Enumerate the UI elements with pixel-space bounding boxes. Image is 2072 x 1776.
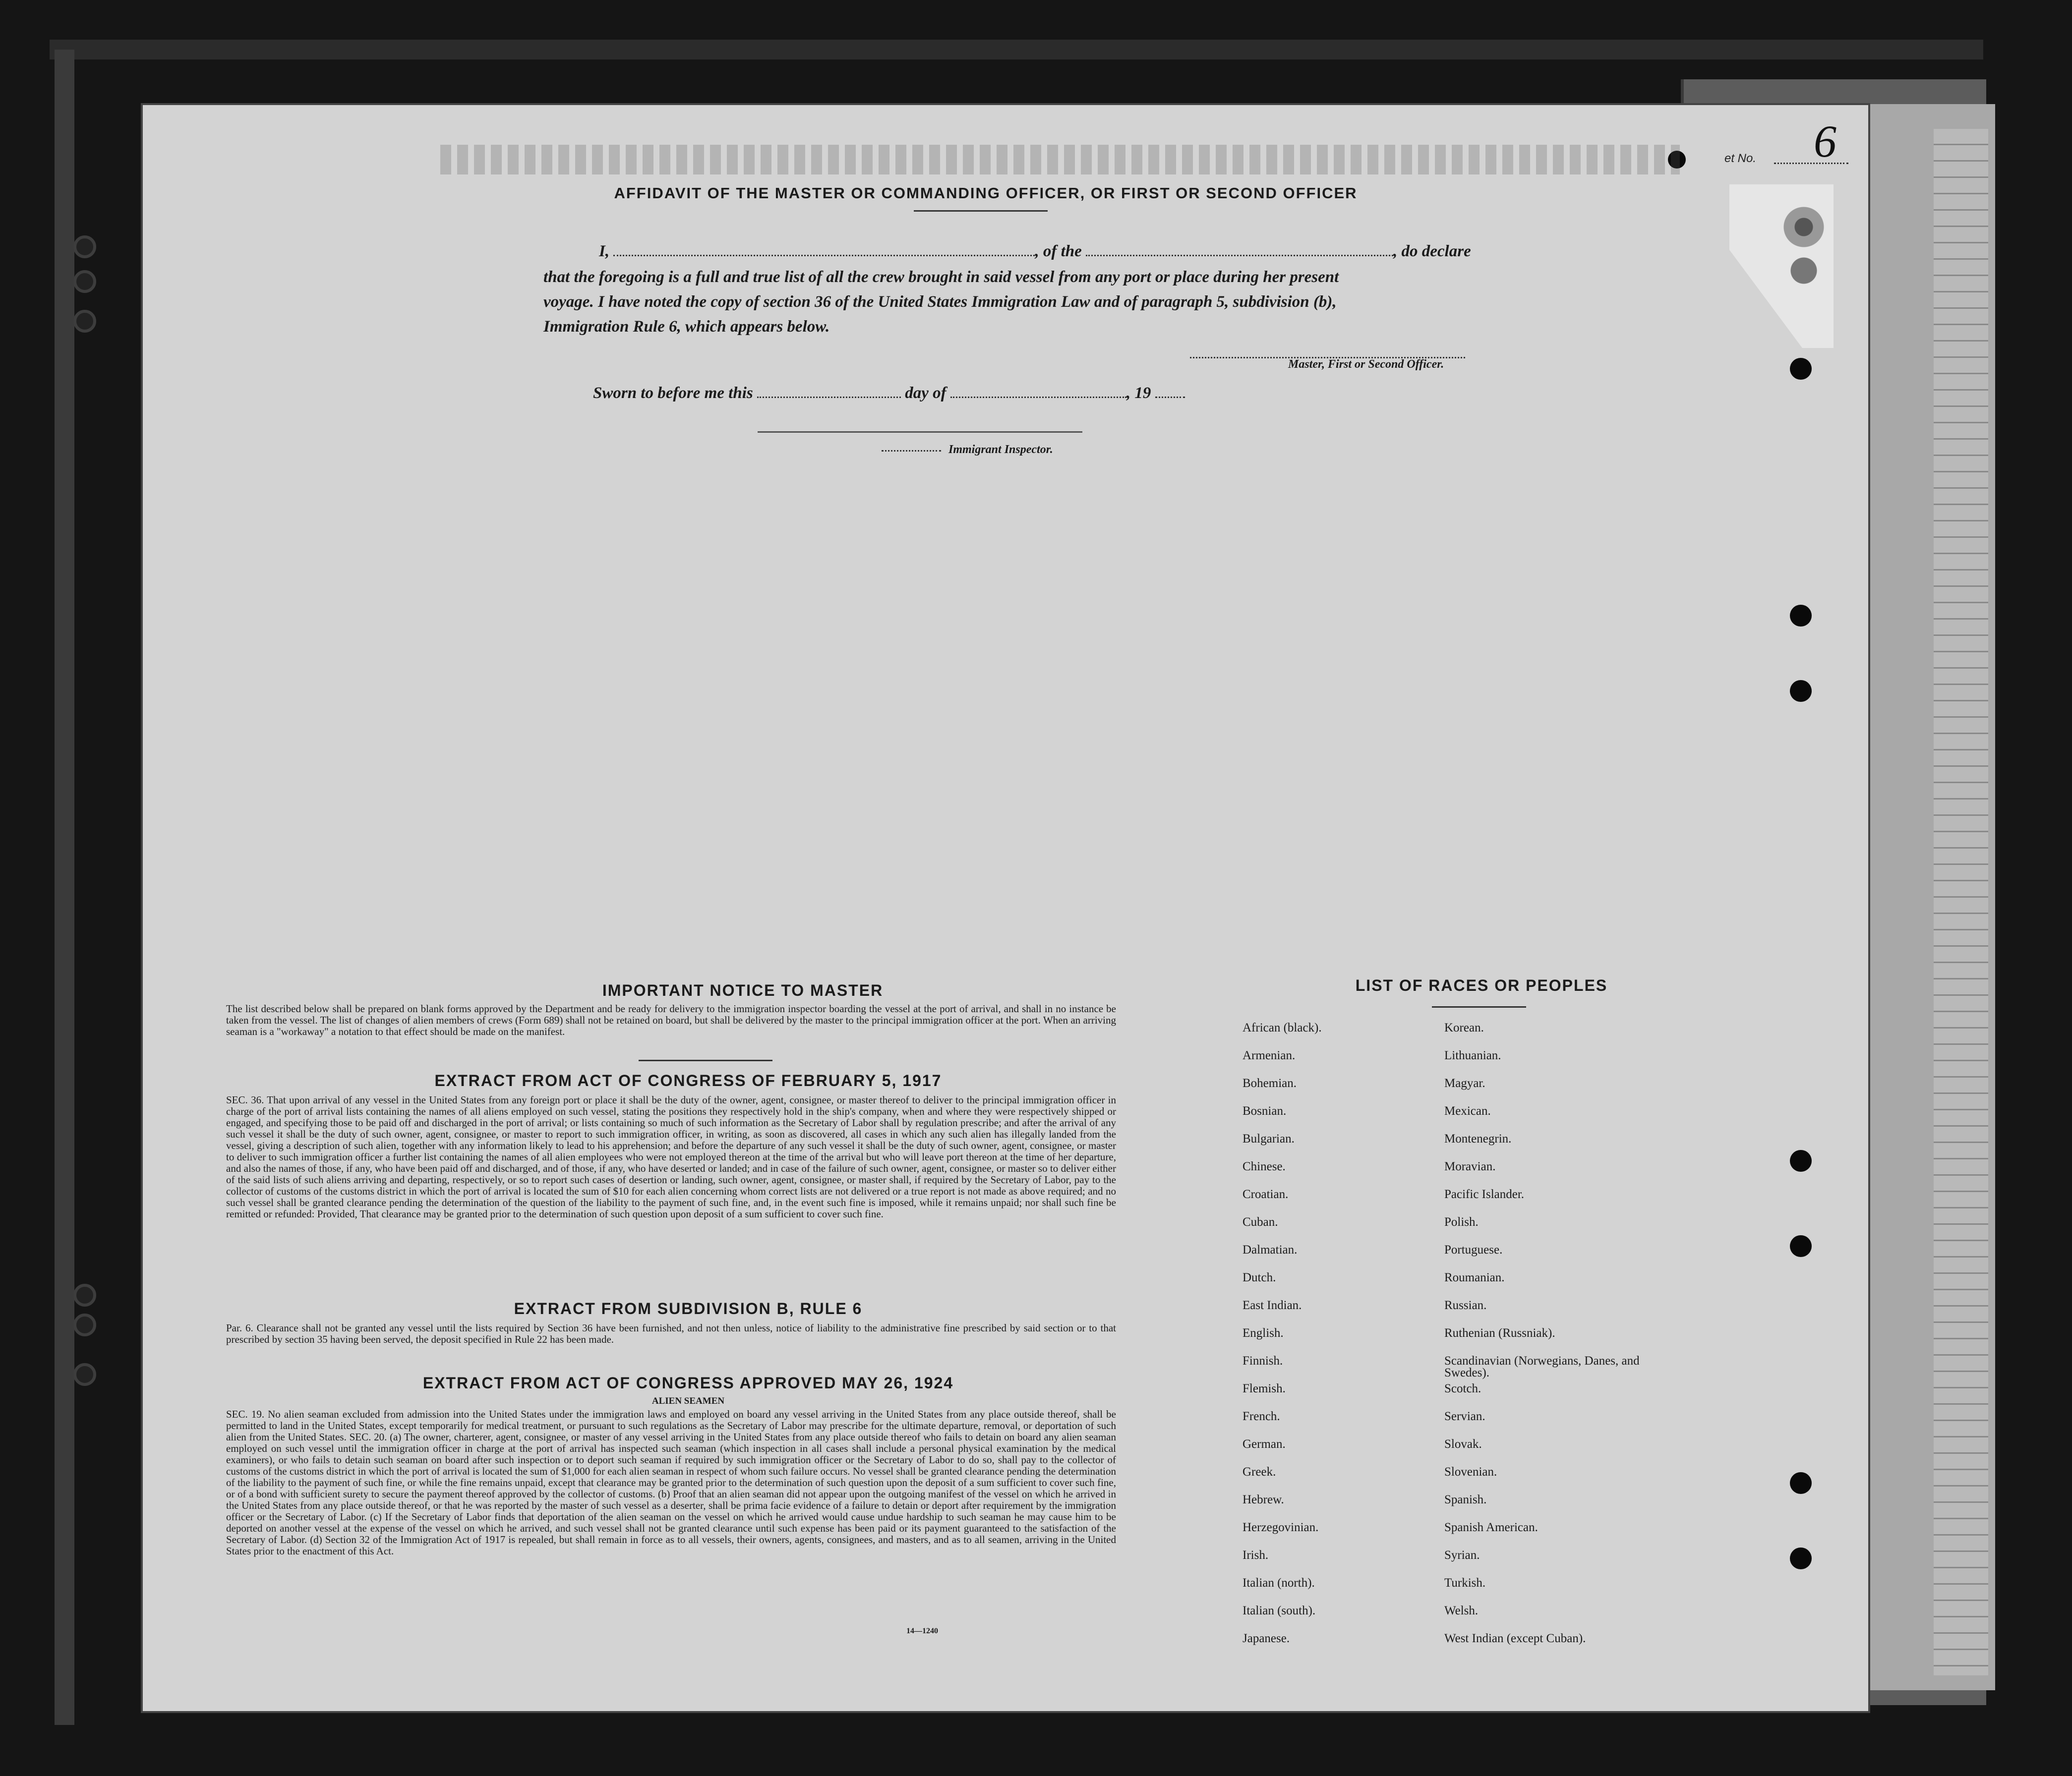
notice-rule: [639, 1060, 772, 1061]
sworn-day-of: day of: [905, 384, 947, 402]
race-item: Dutch.: [1243, 1271, 1276, 1284]
punch-hole-icon: [1790, 1150, 1812, 1172]
race-item: Korean.: [1444, 1021, 1484, 1034]
race-item: Bosnian.: [1243, 1104, 1287, 1118]
ruled-sheet-edge: [1934, 129, 1988, 1675]
binder-ring-icon: [73, 270, 96, 293]
act1917-title: EXTRACT FROM ACT OF CONGRESS OF FEBRUARY 5, 1917: [434, 1072, 942, 1089]
race-item: Irish.: [1243, 1548, 1269, 1562]
race-item: Turkish.: [1444, 1576, 1486, 1590]
notice-title: IMPORTANT NOTICE TO MASTER: [602, 981, 884, 999]
sworn-month-field[interactable]: [950, 397, 1126, 398]
race-item: French.: [1243, 1410, 1280, 1423]
scan-border-top: [50, 40, 1983, 59]
race-item: Scotch.: [1444, 1382, 1481, 1395]
race-item: East Indian.: [1243, 1299, 1302, 1312]
races-title: LIST OF RACES OR PEOPLES: [1355, 976, 1608, 994]
race-item: English.: [1243, 1326, 1284, 1340]
race-item: Mexican.: [1444, 1104, 1491, 1118]
race-item: Polish.: [1444, 1215, 1479, 1229]
punch-hole-icon: [1790, 1547, 1812, 1569]
race-item: Dalmatian.: [1243, 1243, 1298, 1257]
sheet-number-line: [1774, 163, 1848, 164]
race-item: Slovenian.: [1444, 1465, 1497, 1479]
binder-ring-icon: [73, 1284, 96, 1307]
race-item: Russian.: [1444, 1299, 1487, 1312]
name-field[interactable]: [613, 255, 1035, 256]
binder-ring-icon: [73, 1363, 96, 1386]
race-item: Bulgarian.: [1243, 1132, 1295, 1146]
sworn-text: Sworn to before me this: [593, 384, 753, 402]
races-right-column: [1444, 1022, 1643, 1666]
act1924-subtitle: ALIEN SEAMEN: [651, 1396, 725, 1406]
race-item: Moravian.: [1444, 1160, 1496, 1173]
races-left-column: [1243, 1022, 1431, 1666]
punch-hole-icon: [1790, 680, 1812, 702]
punch-hole-icon: [1790, 1235, 1812, 1257]
seal-icon: [1779, 194, 1829, 303]
signature-label: Master, First or Second Officer.: [1288, 358, 1444, 371]
race-item: West Indian (except Cuban).: [1444, 1632, 1586, 1645]
affidavit-of-the: , of the: [1035, 242, 1082, 260]
race-item: Cuban.: [1243, 1215, 1278, 1229]
form-number: 14—1240: [906, 1627, 938, 1635]
race-item: Lithuanian.: [1444, 1049, 1501, 1062]
vessel-field[interactable]: [1086, 255, 1393, 256]
inspector-line-short: [882, 450, 941, 452]
binder-ring-icon: [73, 1314, 96, 1336]
affidavit-do-declare: , do declare: [1393, 242, 1471, 260]
binder-ring-icon: [73, 235, 96, 258]
affidavit-line-1: [599, 239, 1600, 264]
race-item: Finnish.: [1243, 1354, 1283, 1368]
races-title-rule: [1432, 1006, 1526, 1008]
sworn-day-field[interactable]: [757, 397, 901, 398]
race-item: Greek.: [1243, 1465, 1276, 1479]
race-item: Syrian.: [1444, 1548, 1480, 1562]
race-item: Welsh.: [1444, 1604, 1479, 1617]
inspector-label: Immigrant Inspector.: [948, 443, 1053, 456]
race-item: Japanese.: [1243, 1632, 1290, 1645]
bleed-through-header: [440, 145, 1680, 174]
sheet-number-label: et No.: [1724, 152, 1757, 165]
notice-body: The list described below shall be prepared on blank forms approved by the Department and be ready for delivery to the immigration inspector boarding the vessel at the port of arrival, and shall in no instance be taken from the vessel. The list of changes of alien members of crews (Form 689) shall not be retained on board, but shall be delivered by the master to the principal immigration officer at the port. When an arriving seaman is a "workaway" a notation to that effect should be made on the manifest.: [226, 1003, 1116, 1037]
sheet-number: 6: [1814, 116, 1836, 167]
race-item: Scandinavian (Norwegians, Danes, and Swedes).: [1444, 1354, 1640, 1379]
affidavit-title-rule: [914, 210, 1048, 212]
punch-hole-icon: [1790, 358, 1812, 380]
race-item: Servian.: [1444, 1410, 1485, 1423]
race-item: Italian (north).: [1243, 1576, 1315, 1590]
race-item: Flemish.: [1243, 1382, 1286, 1395]
race-item: African (black).: [1243, 1021, 1322, 1034]
rule6-title: EXTRACT FROM SUBDIVISION B, RULE 6: [514, 1300, 863, 1318]
race-item: Herzegovinian.: [1243, 1521, 1319, 1534]
race-item: Hebrew.: [1243, 1493, 1284, 1506]
scan-border-left: [55, 50, 74, 1725]
race-item: Pacific Islander.: [1444, 1188, 1525, 1201]
race-item: Ruthenian (Russniak).: [1444, 1326, 1555, 1340]
act1924-title: EXTRACT FROM ACT OF CONGRESS APPROVED MAY 26, 1924: [422, 1374, 954, 1392]
sworn-line: [593, 381, 1436, 405]
race-item: German.: [1243, 1437, 1286, 1451]
inspector-signature-line[interactable]: [758, 431, 1082, 433]
act1924-body: SEC. 19. No alien seaman excluded from admission into the United States under the immigration laws and employed on board any vessel arriving in the United States from any place outside thereof, shall be permitted to land in the United States, except temporarily for medical treatment, or pursuant to such regulations as the Secretary of Labor may prescribe for the ultimate departure, removal, or deportation of such alien from the United States. SEC. 20. (a) The owner, charterer, agent, consignee, or master of any vessel arriving in the United States from any place outside thereof who fails to detain on board any alien seaman employed on such vessel until the immigration officer in charge at the port of arrival has inspected such seaman (which inspection in all cases shall include a personal physical examination by the medical examiners), or who fails to detain such seaman on board after such inspection or to deport such seaman if required by such immigration officer or the Secretary of Labor to do so, shall pay to the collector of customs of the customs district in which the port of arrival is located the sum of $1,000 for each alien seaman in respect of whom such failure occurs. No vessel shall be granted clearance pending the determination of the liability to the payment of such fine, or while the fine remains unpaid, except that clearance may be granted prior to the determination of such question upon the deposit of a sum sufficient to cover such fine, or of a bond with sufficient surety to secure the payment thereof approved by the collector of customs. (b) Proof that an alien seaman did not appear upon the outgoing manifest of the vessel on which he arrived in the United States from any place outside thereof, or that he was reported by the master of such vessel as a deserter, shall be prima facie evidence of a failure to detain or deport after requirement by the immigration officer or the Secretary of Labor. (c) If the Secretary of Labor finds that deportation of the alien seaman on the vessel on which he arrived would cause undue hardship to such seaman he may cause him to be deported on another vessel at the expense of the vessel on which he arrived, and such vessel shall not be granted clearance until such expense has been paid or its payment guaranteed to the satisfaction of the Secretary of Labor. (d) Section 32 of the Immigration Act of 1917 is repealed, but shall remain in force as to all vessels, their owners, agents, consignees, and masters, and as to all seamen, arriving in the United States prior to the enactment of this Act.: [226, 1408, 1116, 1557]
affidavit-title: AFFIDAVIT OF THE MASTER OR COMMANDING OFFICER, OR FIRST OR SECOND OFFICER: [614, 184, 1358, 202]
manifest-page: [143, 105, 1868, 1711]
race-item: Bohemian.: [1243, 1077, 1297, 1090]
race-item: Spanish.: [1444, 1493, 1487, 1506]
race-item: Armenian.: [1243, 1049, 1296, 1062]
affidavit-line-4: Immigration Rule 6, which appears below.: [543, 318, 830, 336]
race-item: Slovak.: [1444, 1437, 1482, 1451]
affidavit-line-3: voyage. I have noted the copy of section 36 of the United States Immigration Law and of paragraph 5, subdivision (b),: [543, 293, 1337, 311]
sworn-year-field[interactable]: [1155, 397, 1185, 398]
race-item: Italian (south).: [1243, 1604, 1316, 1617]
punch-hole-icon: [1790, 605, 1812, 627]
race-item: Spanish American.: [1444, 1521, 1538, 1534]
race-item: Montenegrin.: [1444, 1132, 1512, 1146]
binder-ring-icon: [73, 310, 96, 333]
sworn-year: , 19: [1126, 384, 1151, 402]
act1917-body: SEC. 36. That upon arrival of any vessel in the United States from any foreign port or place it shall be the duty of the owner, agent, consignee, or master thereof to deliver to the principal immigration officer in charge of the port of arrival lists containing the names of all aliens employed on such vessel, stating the positions they respectively hold in the ship's company, when and where they were respectively shipped or engaged, and specifying those to be paid off and discharged in the port of arrival; or lists containing so much of such information as the Secretary of Labor shall by regulation prescribe; and after the arrival of any such vessel it shall be the duty of such owner, agent, consignee, or master to report to such immigration officer, in writing, as soon as discovered, all cases in which any such alien has illegally landed from the vessel, giving a description of such alien, together with any information likely to lead to his apprehension; and before the departure of any such vessel it shall be the duty of such owner, agent, consignee, or master to deliver to such immigration officer a further list containing the names of all alien employees who were not employed thereon at the time of the arrival but who will leave port thereon at the time of her departure, and also the names of those, if any, who have been paid off and discharged, and of those, if any, who have deserted or landed; and in case of the failure of such owner, agent, consignee, or master so to deliver either of the said lists of such aliens arriving and departing, respectively, or so to report such cases of desertion or landing, such owner, agent, consignee, or master shall, if required by the Secretary of Labor, pay to the collector of customs of the customs district in which the port of arrival is located the sum of $10 for each alien concerning whom correct lists are not delivered or a true report is not made as above required; and no such vessel shall be granted clearance pending the determination of the question of the liability to the payment of such fine, and, in the event such fine is imposed, while it remains unpaid; nor shall such fine be remitted or refunded: Provided, That clearance may be granted prior to the determination of such question upon deposit of a sum sufficient to cover such fine.: [226, 1094, 1116, 1220]
race-item: Portuguese.: [1444, 1243, 1503, 1257]
rule6-body: Par. 6. Clearance shall not be granted any vessel until the lists required by Section 36 have been furnished, and not then unless, notice of liability to the administrative fine prescribed by said section or to that prescribed by section 35 having been served, the deposit specified in Rule 22 has been made.: [226, 1322, 1116, 1345]
punch-hole-icon: [1790, 1472, 1812, 1494]
race-item: Croatian.: [1243, 1188, 1289, 1201]
affidavit-line-2: that the foregoing is a full and true list of all the crew brought in said vessel from any port or place during her present: [543, 268, 1339, 286]
race-item: Roumanian.: [1444, 1271, 1505, 1284]
race-item: Magyar.: [1444, 1077, 1485, 1090]
affidavit-i: I,: [599, 242, 610, 260]
race-item: Chinese.: [1243, 1160, 1286, 1173]
